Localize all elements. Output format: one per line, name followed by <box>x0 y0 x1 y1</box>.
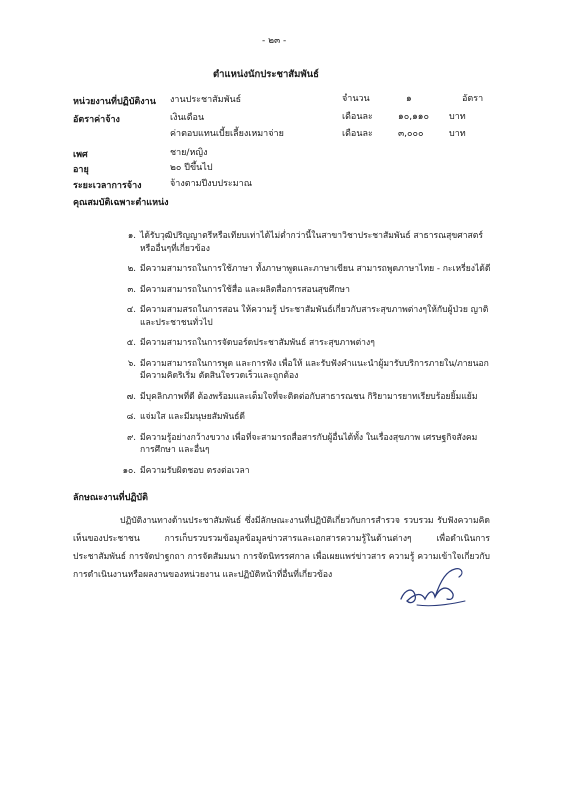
age-value: ๒๐ ปีขึ้นไป <box>170 163 213 173</box>
gender-label: เพศ <box>73 150 88 160</box>
item-text: แจ่มใส และมีมนุษยสัมพันธ์ดี <box>140 412 246 422</box>
unit-label: หน่วยงานที่ปฏิบัติงาน <box>73 97 156 107</box>
count-value: ๑ <box>406 94 412 104</box>
item-number: ๑๐. <box>122 465 136 476</box>
signature-image <box>395 565 475 610</box>
list-item <box>114 263 494 276</box>
item-text: มีความรู้อย่างกว้างขวาง เพื่อที่จะสามารถสื่อสารกับผู้อื่นได้ทั้ง ในเรื่องสุขภาพ เศรษฐกิจสังคม การศึกษา และอื่นๆ <box>140 432 478 455</box>
period-value: จ้างตามปีงบประมาณ <box>170 179 253 189</box>
duties-heading: ลักษณะงานที่ปฏิบัติ <box>73 493 148 503</box>
item-text: ได้รับวุฒิปริญญาตรีหรือเทียบเท่าได้ไม่ต่ำกว่านี้ในสาขาวิชาประชาสัมพันธ์ สาธารณสุขศาสตร์ หรืออื่นๆที่เกี่ยวข้อง <box>140 231 483 254</box>
allowance-value: ค่าตอบแทนเบี้ยเลี้ยงเหมาจ่าย <box>170 129 284 139</box>
item-number: ๗. <box>126 391 136 402</box>
item-number: ๕. <box>126 338 136 348</box>
item-number: ๒. <box>127 264 136 274</box>
item-text: มีความสามารถในการพูด และการฟัง เพื่อให้ และรับฟังคำแนะนำผู้มารับบริการภายใน/ภายนอก มีความคิดริเริ่ม ตัดสินใจรวดเร็วและถูกต้อง <box>140 358 489 381</box>
list-item <box>114 230 494 255</box>
wage-label: อัตราค่าจ้าง <box>73 115 120 125</box>
list-item <box>114 411 494 424</box>
qualifications-heading: คุณสมบัติเฉพาะตำแหน่ง <box>73 198 169 208</box>
count-unit: อัตรา <box>462 94 484 104</box>
qualifications-list <box>114 230 494 485</box>
item-text: มีความสามารถในการใช้ภาษา ทั้งภาษาพูดและภาษาเขียน สามารถพูดภาษาไทย - กะเหรี่ยงได้ดี <box>140 264 491 274</box>
allowance-amount: ๓,๐๐๐ <box>398 129 424 139</box>
item-number: ๖. <box>127 358 136 369</box>
list-item <box>114 391 494 404</box>
item-number: ๓. <box>127 284 136 295</box>
item-text: มีความสามารถในการจัดบอร์ดประชาสัมพันธ์ สาระสุขภาพต่างๆ <box>140 338 375 348</box>
unit-value: งานประชาสัมพันธ์ <box>170 95 242 105</box>
item-text: มีความสามสรถในการสอน ให้ความรู้ ประชาสัมพันธ์เกี่ยวกับสาระสุขภาพต่างๆให้กับผู้ป่วย ญาติ และประชาชนทั่วไป <box>140 305 489 328</box>
count-label: จำนวน <box>342 94 370 104</box>
wage-value: เงินเดือน <box>170 113 205 123</box>
item-text: มีบุคลิกภาพที่ดี ต้องพร้อมและเต็มใจที่จะติดต่อกับสาธารณชน กิริยามารยาทเรียบร้อยยิ้มแย้ม <box>140 391 478 402</box>
wage-amount: ๑๐,๑๑๐ <box>398 112 429 122</box>
list-item <box>114 465 494 478</box>
item-number: ๙. <box>126 432 136 443</box>
item-number: ๔. <box>126 305 136 315</box>
item-number: ๑. <box>127 231 136 241</box>
item-number: ๘. <box>126 412 136 422</box>
page-title: ตำแหน่งนักประชาสัมพันธ์ <box>213 69 319 80</box>
list-item <box>114 432 494 457</box>
wage-baht: บาท <box>449 112 466 122</box>
age-label: อายุ <box>73 165 89 175</box>
list-item <box>114 337 494 350</box>
allowance-month-label: เดือนละ <box>342 129 373 139</box>
period-label: ระยะเวลาการจ้าง <box>73 181 142 191</box>
gender-value: ชาย/หญิง <box>170 148 208 158</box>
list-item <box>114 304 494 329</box>
item-text: มีความสามารถในการใช้สื่อ และผลิตสื่อการสอนสุขศึกษา <box>140 284 350 295</box>
allowance-baht: บาท <box>449 129 466 139</box>
item-text: มีความรับผิดชอบ ตรงต่อเวลา <box>140 465 250 476</box>
list-item <box>114 284 494 297</box>
duties-paragraph: ปฏิบัติงานทางด้านประชาสัมพันธ์ ซึ่งมีลักษณะงานที่ปฏิบัติเกี่ยวกับการสำรวจ รวบรวม รับฟังความคิดเห็นของประชาชน การเก็บรวบรวมข้อมูลข้อมูลข่าวสารและเอกสารความรู้ในด้านต่างๆ เพื่อดำเนินการประชาสัมพันธ์ การจัดปาฐกถา การจัดสัมมนา การจัดนิทรรศกาล เพื่อเผยแพร่ข่าวสาร ความรู้ ความเข้าใจเกี่ยวกับการดำเนินงานหรือผลงานของหน่วยงาน และปฏิบัติหน้าที่อื่นที่เกี่ยวข้อง <box>73 516 490 580</box>
page-number: - ๒๓ - <box>262 36 287 46</box>
list-item <box>114 358 494 383</box>
wage-month-label: เดือนละ <box>342 112 373 122</box>
